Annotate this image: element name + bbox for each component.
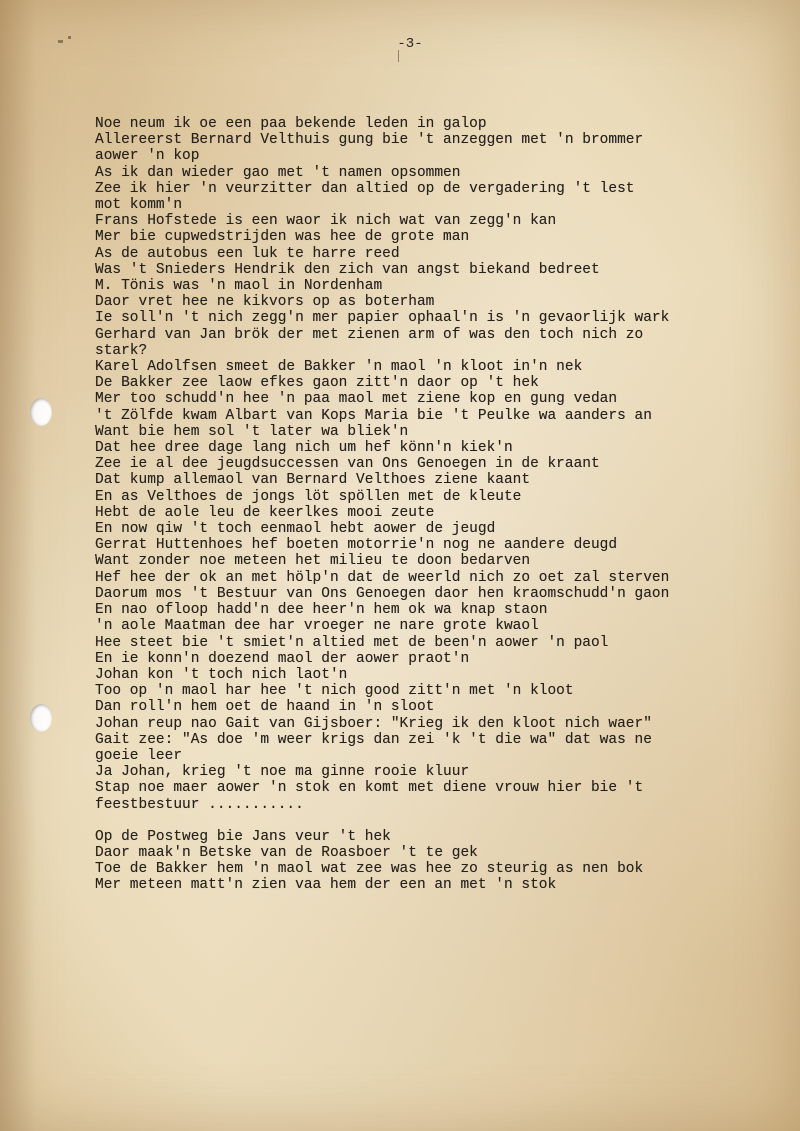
- text-line: Op de Postweg bie Jans veur 't hek: [95, 828, 391, 845]
- text-line: Daor maak'n Betske van de Roasboer 't te gek: [95, 844, 478, 861]
- text-line: mot komm'n: [95, 197, 183, 214]
- text-line: Gait zee: "As doe 'm weer krigs dan zei 'k 't die wa" dat was ne: [95, 731, 652, 748]
- text-line: Ie soll'n 't nich zegg'n mer papier ophaal'n is 'n gevaorlijk wark: [95, 310, 670, 327]
- text-line: Mer bie cupwedstrijden was hee de grote man: [95, 229, 470, 246]
- text-line: Karel Adolfsen smeet de Bakker 'n maol 'n kloot in'n nek: [95, 359, 583, 376]
- text-line: feestbestuur ...........: [95, 796, 304, 813]
- text-line: 'n aole Maatman dee har vroeger ne nare grote kwaol: [95, 618, 539, 635]
- page-edge-shadow: [0, 0, 36, 1131]
- text-line: Zee ik hier 'n veurzitter dan altied op de vergadering 't lest: [95, 180, 635, 197]
- text-line: Stap noe maer aower 'n stok en komt met diene vrouw hier bie 't: [95, 780, 644, 797]
- text-line: Dat kump allemaol van Bernard Velthoes ziene kaant: [95, 472, 531, 489]
- punch-hole-top: [30, 398, 52, 426]
- text-line: Hef hee der ok an met hölp'n dat de weerld nich zo oet zal sterven: [95, 569, 670, 586]
- text-line: Gerhard van Jan brök der met zienen arm of was den toch nich zo: [95, 326, 644, 343]
- text-line: Mer meteen matt'n zien vaa hem der een an met 'n stok: [95, 877, 557, 894]
- stanza-1: [95, 116, 775, 813]
- text-line: Too op 'n maol har hee 't nich good zitt'n met 'n kloot: [95, 683, 574, 700]
- text-line: Gerrat Huttenhoes hef boeten motorrie'n nog ne aandere deugd: [95, 537, 618, 554]
- text-line: Want bie hem sol 't later wa bliek'n: [95, 423, 409, 440]
- text-line: Toe de Bakker hem 'n maol wat zee was hee zo steurig as nen bok: [95, 861, 644, 878]
- text-line: Johan reup nao Gait van Gijsboer: "Krieg ik den kloot nich waer": [95, 715, 652, 732]
- text-line: Mer too schudd'n hee 'n paa maol met ziene kop en gung vedan: [95, 391, 618, 408]
- text-line: Dat hee dree dage lang nich um hef könn'n kiek'n: [95, 440, 513, 457]
- punch-hole-bottom: [30, 704, 52, 732]
- page-number: -3-: [397, 36, 423, 52]
- text-line: Daor vret hee ne kikvors op as boterham: [95, 294, 435, 311]
- text-line: Dan roll'n hem oet de haand in 'n sloot: [95, 699, 435, 716]
- text-line: En ie konn'n doezend maol der aower praot'n: [95, 650, 470, 667]
- text-line: Was 't Snieders Hendrik den zich van angst biekand bedreet: [95, 261, 600, 278]
- text-line: Hebt de aole leu de keerlkes mooi zeute: [95, 504, 435, 521]
- text-line: Zee ie al dee jeugdsuccessen van Ons Genoegen in de kraant: [95, 456, 600, 473]
- text-line: Johan kon 't toch nich laot'n: [95, 666, 348, 683]
- text-line: En as Velthoes de jongs löt spöllen met de kleute: [95, 488, 522, 505]
- text-line: Want zonder noe meteen het milieu te doon bedarven: [95, 553, 531, 570]
- text-line: goeie leer: [95, 747, 183, 764]
- text-line: M. Tönis was 'n maol in Nordenham: [95, 278, 383, 295]
- text-line: aower 'n kop: [95, 148, 200, 165]
- text-line: En now qiw 't toch eenmaol hebt aower de jeugd: [95, 521, 496, 538]
- text-line: As de autobus een luk te harre reed: [95, 245, 400, 262]
- text-line: As ik dan wieder gao met 't namen opsommen: [95, 164, 461, 181]
- poem-text: [95, 116, 775, 910]
- text-line: Noe neum ik oe een paa bekende leden in galop: [95, 116, 487, 132]
- text-line: En nao ofloop hadd'n dee heer'n hem ok wa knap staon: [95, 602, 548, 619]
- text-line: 't Zölfde kwam Albart van Kops Maria bie 't Peulke wa aanders an: [95, 407, 652, 424]
- text-line: De Bakker zee laow efkes gaon zitt'n daor op 't hek: [95, 375, 539, 392]
- text-line: Allereerst Bernard Velthuis gung bie 't anzeggen met 'n brommer: [95, 132, 644, 149]
- text-line: Daorum mos 't Bestuur van Ons Genoegen daor hen kraomschudd'n gaon: [95, 585, 670, 602]
- text-line: Ja Johan, krieg 't noe ma ginne rooie kluur: [95, 764, 470, 781]
- text-line: Frans Hofstede is een waor ik nich wat van zegg'n kan: [95, 213, 557, 230]
- stanza-2: [95, 829, 775, 894]
- text-line: Hee steet bie 't smiet'n altied met de been'n aower 'n paol: [95, 634, 609, 651]
- text-line: stark?: [95, 342, 148, 359]
